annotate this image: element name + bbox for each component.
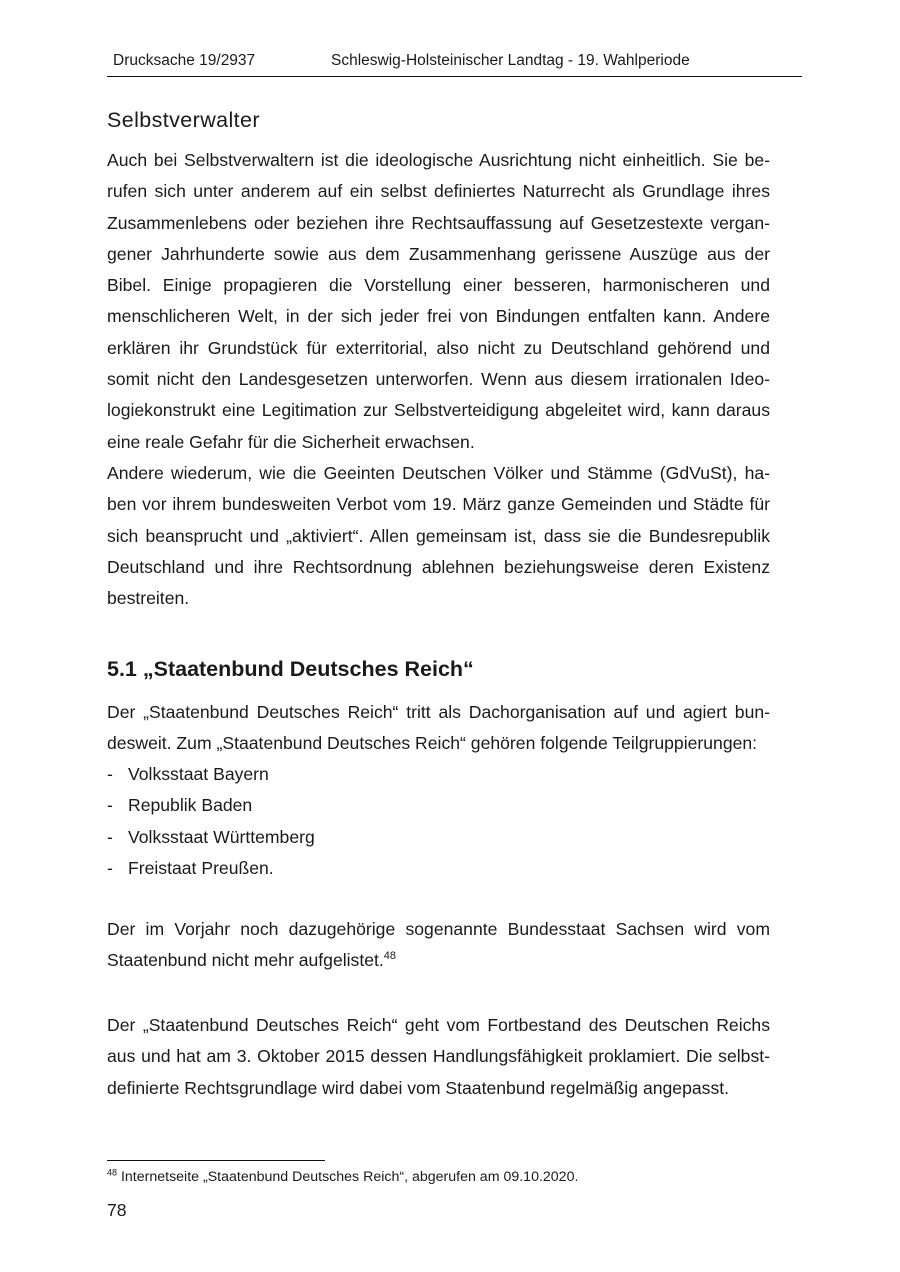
list-item bbox=[107, 759, 315, 790]
list-dash: - bbox=[107, 795, 113, 816]
paragraph-2-text: Andere wiederum, wie die Geeinten Deutschen Völker und Stämme (GdVuSt), haben vor ihrem bundesweiten Verbot vom 19. März ganze Gemeinden und Städte für sich beansprucht und „aktiviert“. Allen gemeinsam ist, dass sie die Bundesrepublik Deutschland und ihre Rechtsordnung ablehnen beziehungsweise deren Existenz bestreiten. bbox=[107, 463, 770, 609]
footnote-rule bbox=[107, 1160, 325, 1161]
paragraph-3-text: Der „Staatenbund Deutsches Reich“ tritt als Dachorganisation auf und agiert bundesweit. Zum „Staatenbund Deutsches Reich“ gehören folgende Teilgruppierungen: bbox=[107, 702, 770, 754]
paragraph-1-text: Auch bei Selbstverwaltern ist die ideologische Ausrichtung nicht einheitlich. Sie berufen sich unter anderem auf ein selbst definiertes Naturrecht als Grundlage ihres Zusammenlebens oder beziehen ihre Rechtsauffassung auf Gesetzestexte vergangener Jahrhunderte sowie aus dem Zusammenhang gerissene Auszüge aus der Bibel. Einige propagieren die Vorstellung einer besseren, harmonischeren und menschlicheren Welt, in der sich jeder frei von Bindungen entfalten kann. Andere erklären ihr Grundstück für exterritorial, also nicht zu Deutschland gehörend und somit nicht den Landesgesetzen unterworfen. Wenn aus diesem irrationalen Ideologiekonstrukt eine Legitimation zur Selbstverteidigung abgeleitet wird, kann daraus eine reale Gefahr für die Sicherheit erwachsen. bbox=[107, 150, 770, 452]
list-dash: - bbox=[107, 826, 113, 847]
paragraph-4 bbox=[107, 914, 770, 977]
list-item bbox=[107, 790, 315, 821]
footnote-text: Internetseite „Staatenbund Deutsches Reich“, abgerufen am 09.10.2020. bbox=[117, 1169, 579, 1185]
paragraph-2 bbox=[107, 458, 770, 614]
list-item-text: Volksstaat Württemberg bbox=[128, 826, 315, 847]
paragraph-3 bbox=[107, 697, 770, 760]
header-rule bbox=[107, 76, 802, 77]
footnote bbox=[107, 1167, 578, 1187]
subgroup-list bbox=[107, 759, 315, 884]
list-item-text: Volksstaat Bayern bbox=[128, 764, 269, 784]
paragraph-5 bbox=[107, 1010, 770, 1104]
list-item-text: Freistaat Preußen. bbox=[128, 857, 274, 878]
header-document-number: Drucksache 19/2937 bbox=[113, 52, 256, 69]
footnote-number: 48 bbox=[107, 1167, 118, 1178]
list-dash: - bbox=[107, 857, 113, 878]
list-item-text: Republik Baden bbox=[128, 795, 253, 816]
paragraph-4-text bbox=[107, 914, 770, 977]
section-heading: 5.1 „Staatenbund Deutsches Reich“ bbox=[107, 657, 474, 681]
subheading-selbstverwalter: Selbstverwalter bbox=[107, 108, 260, 132]
header-parliament-title: Schleswig-Holsteinischer Landtag - 19. Wahlperiode bbox=[331, 52, 690, 69]
paragraph-4-body: Der im Vorjahr noch dazugehörige sogenannte Bundesstaat Sachsen wird vom Staatenbund nicht mehr aufgelistet. bbox=[107, 919, 770, 971]
footnote-reference[interactable]: 48 bbox=[383, 950, 397, 963]
list-dash: - bbox=[107, 764, 113, 784]
list-item bbox=[107, 853, 315, 884]
paragraph-5-text: Der „Staatenbund Deutsches Reich“ geht vom Fortbestand des Deutschen Reichs aus und hat am 3. Oktober 2015 dessen Handlungsfähigkeit proklamiert. Die selbstdefinierte Rechtsgrundlage wird dabei vom Staatenbund regelmäßig angepasst. bbox=[107, 1015, 770, 1098]
list-item bbox=[107, 822, 315, 853]
page-number: 78 bbox=[107, 1200, 127, 1220]
paragraph-1 bbox=[107, 145, 770, 458]
